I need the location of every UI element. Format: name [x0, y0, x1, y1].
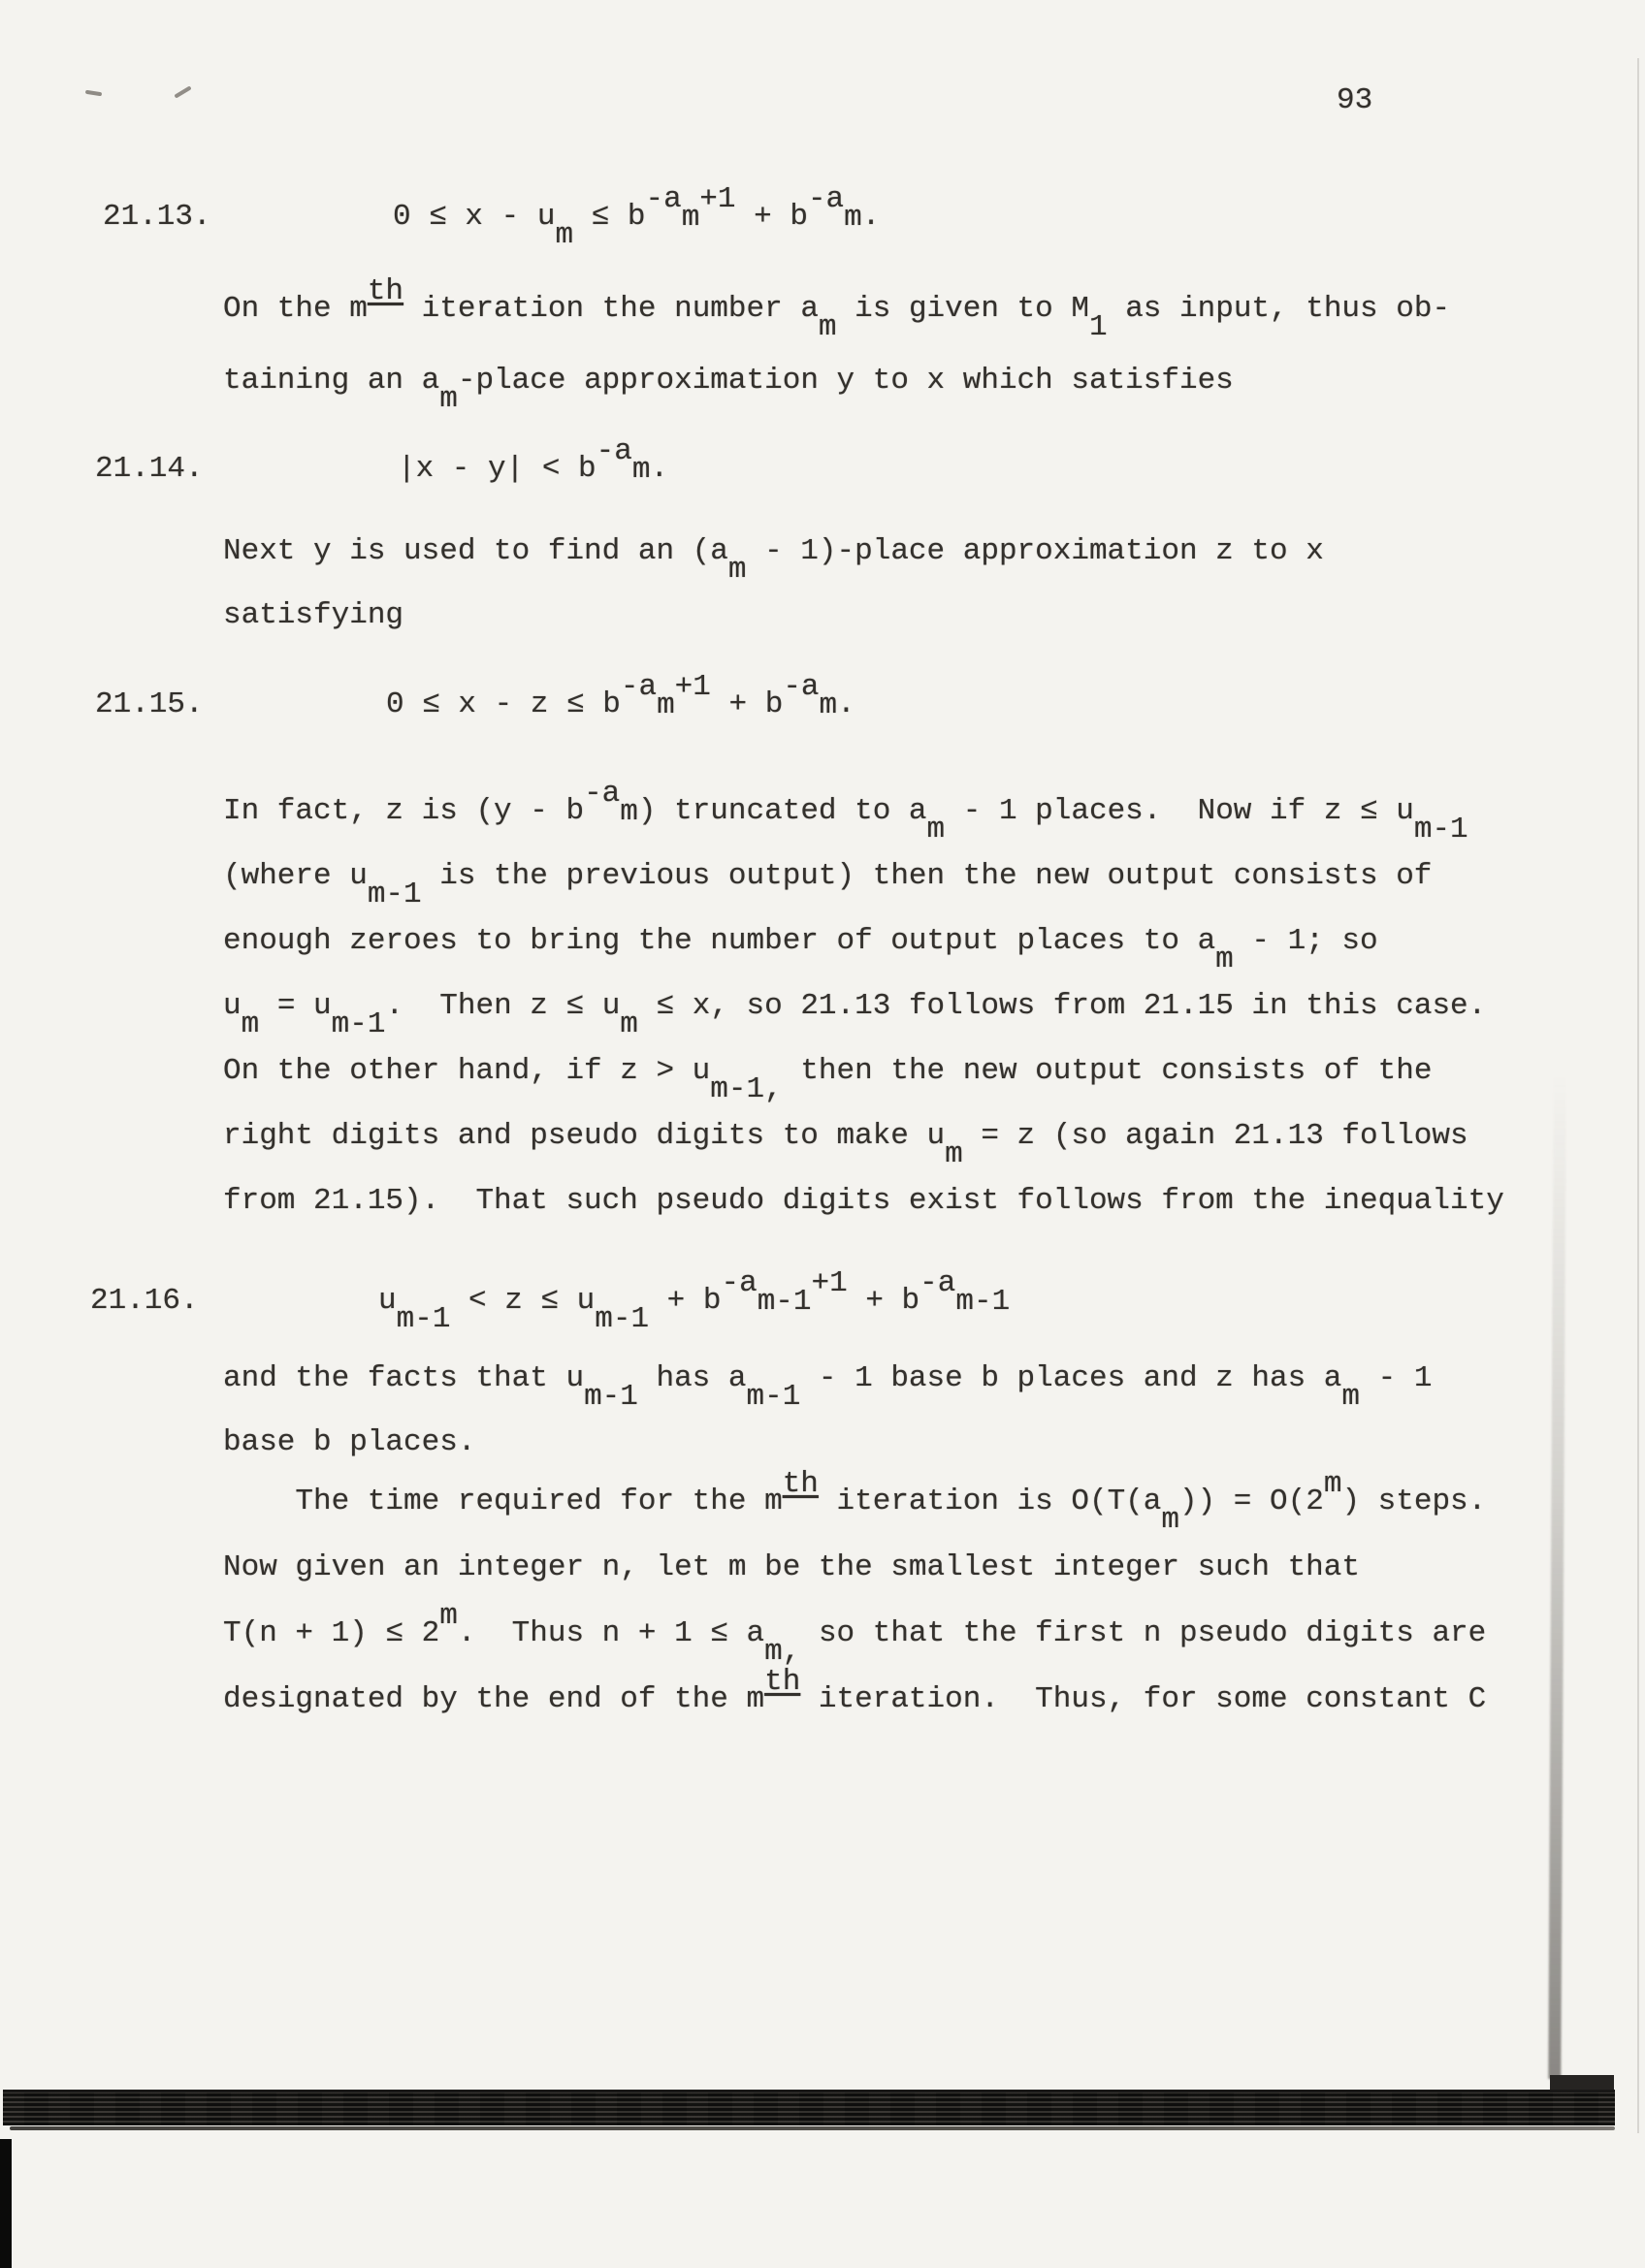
text-line: right digits and pseudo digits to make um = z (so again 21.13 follows: [223, 1119, 1468, 1172]
scan-artifact-corner: [0, 2139, 12, 2268]
equation-label: 21.16.: [90, 1284, 199, 1318]
scan-artifact-bar: [3, 2090, 1615, 2125]
text-line: The time required for the mth iteration is O(T(am)) = O(2m) steps.: [223, 1467, 1487, 1538]
text-line: from 21.15). That such pseudo digits exist follows from the inequality: [223, 1184, 1504, 1218]
text-line: and the facts that um-1 has am-1 - 1 base b places and z has am - 1: [223, 1361, 1433, 1415]
equation-label: 21.15.: [95, 687, 204, 721]
text-line: satisfying: [223, 598, 404, 632]
text-line: um = um-1. Then z ≤ um ≤ x, so 21.13 follows from 21.15 in this case.: [223, 989, 1487, 1042]
pen-mark: [174, 85, 191, 98]
paragraph: [223, 1469, 1486, 1733]
paragraph: [223, 779, 1504, 1233]
text-line: T(n + 1) ≤ 2m. Thus n + 1 ≤ am, so that the first n pseudo digits are: [223, 1599, 1487, 1670]
scan-artifact-page-edge: [1637, 58, 1639, 2133]
text-line: base b places.: [223, 1425, 476, 1459]
paragraph: [223, 273, 1450, 417]
text-line: enough zeroes to bring the number of output places to am - 1; so: [223, 924, 1378, 977]
scan-artifact-line: [10, 2126, 1615, 2130]
paragraph: [223, 1347, 1432, 1475]
text-line: On the mth iteration the number am is given to M1 as input, thus ob-: [223, 274, 1451, 345]
equation-formula: um-1 < z ≤ um-1 + b-am-1+1 + b-am-1: [378, 1266, 1011, 1337]
equation-formula: |x - y| < b-am.: [398, 434, 669, 488]
paragraph: [223, 520, 1324, 648]
text-line: designated by the end of the mth iteration. Thus, for some constant C: [223, 1665, 1487, 1716]
text-line: Next y is used to find an (am - 1)-place approximation z to x: [223, 534, 1324, 588]
equation-formula: 0 ≤ x - um ≤ b-am+1 + b-am.: [393, 182, 881, 253]
pen-mark: [85, 90, 102, 97]
scan-artifact-smudge: [1548, 1074, 1565, 2079]
equation-formula: 0 ≤ x - z ≤ b-am+1 + b-am.: [386, 670, 855, 723]
text-line: Now given an integer n, let m be the smallest integer such that: [223, 1550, 1360, 1584]
equation-label: 21.13.: [103, 200, 211, 234]
equation-label: 21.14.: [95, 452, 204, 486]
text-line: (where um-1 is the previous output) then the new output consists of: [223, 859, 1433, 912]
text-line: taining an am-place approximation y to x which satisfies: [223, 364, 1234, 417]
text-line: In fact, z is (y - b-am) truncated to am - 1 places. Now if z ≤ um-1: [223, 777, 1468, 847]
text-line: On the other hand, if z > um-1, then the new output consists of the: [223, 1054, 1433, 1107]
page-number: 93: [1337, 83, 1373, 117]
